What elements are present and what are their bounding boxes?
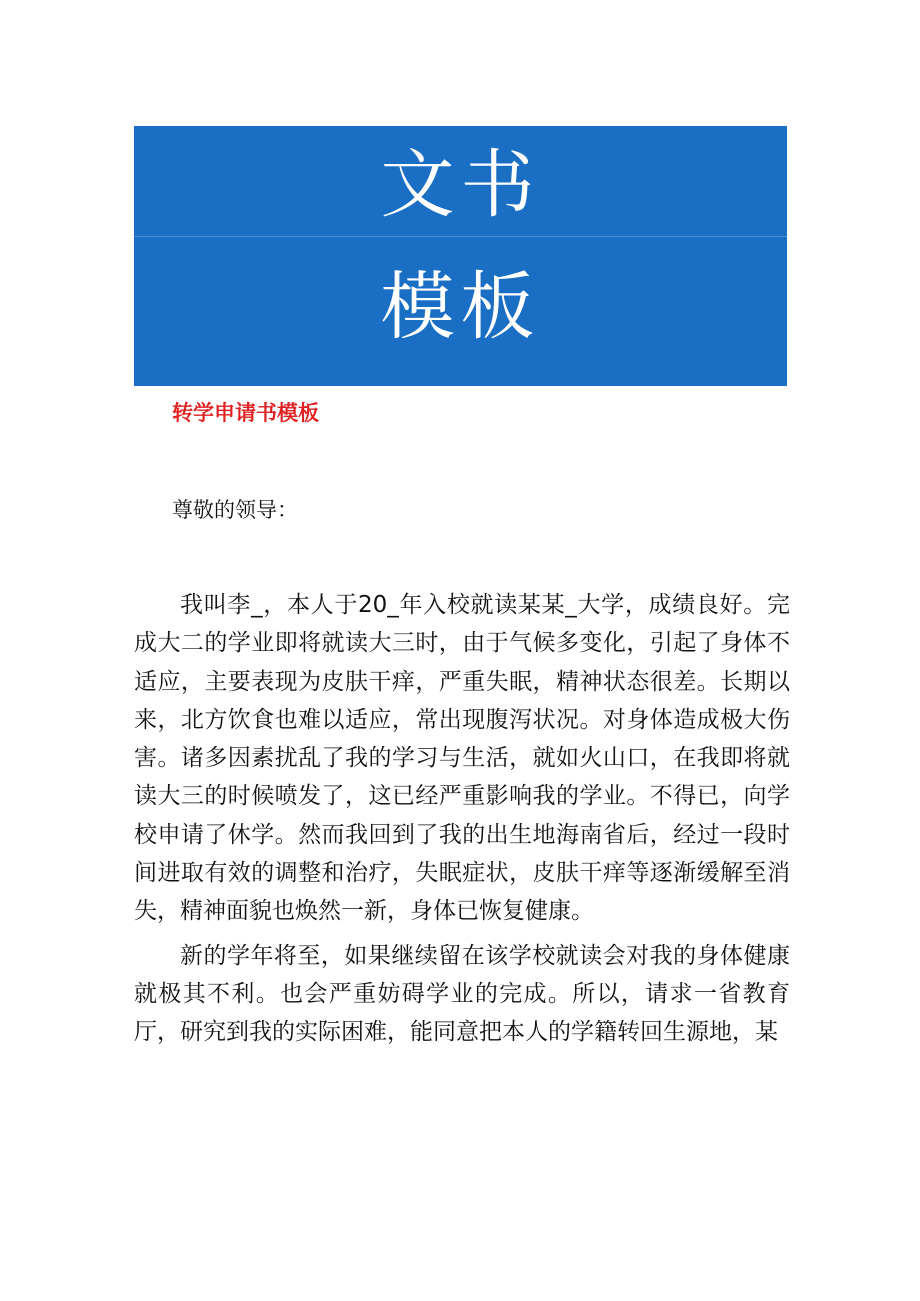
body-paragraph: 我叫李_，本人于20_年入校就读某某_大学，成绩良好。完成大二的学业即将就读大三时，由于气候多变化，引起了身体不适应，主要表现为皮肤干痒，严重失眠，精神状态很差。长期以来，北方饮食也难以适应，常出现腹泻状况。对身体造成极大伤害。诸多因素扰乱了我的学习与生活，就如火山口，在我即将就读大三的时候喷发了，这已经严重影响我的学业。不得已，向学校申请了休学。然而我回到了我的出生地海南省后，经过一段时间进取有效的调整和治疗，失眠症状，皮肤干痒等逐渐缓解至消失，精神面貌也焕然一新，身体已恢复健康。 — [134, 592, 790, 925]
banner-title-line-1: 文书 — [380, 142, 541, 228]
salutation: 尊敬的领导： — [172, 498, 298, 522]
document-body — [134, 586, 790, 1052]
cover-banner — [134, 126, 787, 386]
banner-divider — [134, 236, 787, 237]
banner-title-line-2: 模板 — [380, 264, 541, 350]
body-paragraph: 新的学年将至，如果继续留在该学校就读会对我的身体健康就极其不利。也会严重妨碍学业的完成。所以，请求一省教育厅，研究到我的实际困难，能同意把本人的学籍转回生源地，某 — [134, 942, 790, 1046]
document-title: 转学申请书模板 — [172, 401, 319, 425]
